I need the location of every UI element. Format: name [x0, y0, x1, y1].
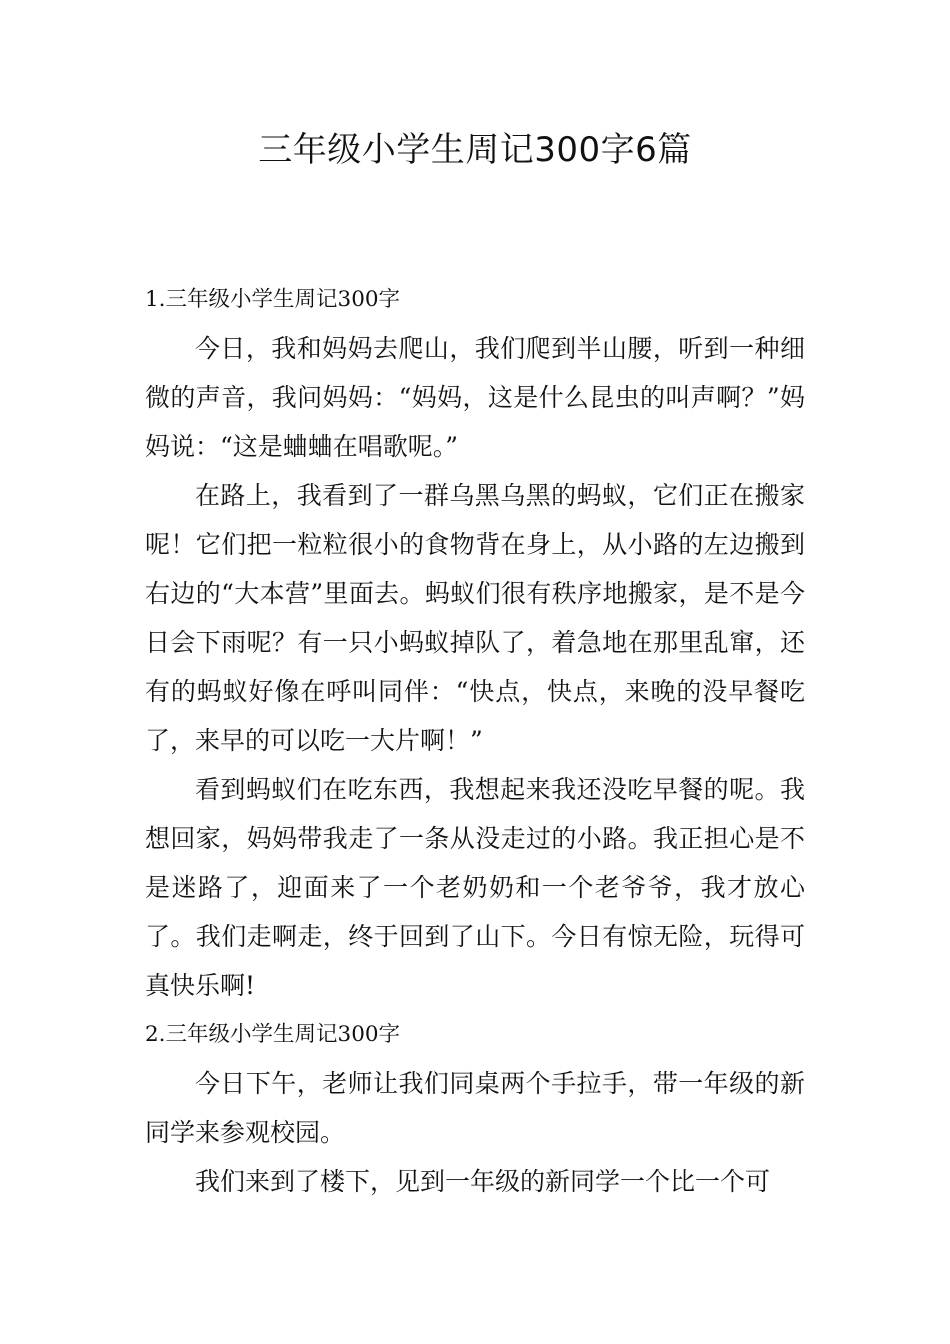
paragraph: 我们来到了楼下，见到一年级的新同学一个比一个可: [195, 1167, 771, 1196]
section-2: [145, 1010, 805, 1206]
section-heading: 2.三年级小学生周记300字: [145, 1022, 401, 1047]
section-heading: 1.三年级小学生周记300字: [145, 287, 401, 312]
paragraph: 今日下午，老师让我们同桌两个手拉手，带一年级的新同学来参观校园。: [145, 1069, 805, 1147]
paragraph: 今日，我和妈妈去爬山，我们爬到半山腰，听到一种细微的声音，我问妈妈：“妈妈，这是什么昆虫的叫声啊？”妈妈说：“这是蛐蛐在唱歌呢。”: [145, 334, 805, 461]
paragraph: 看到蚂蚁们在吃东西，我想起来我还没吃早餐的呢。我想回家，妈妈带我走了一条从没走过的小路。我正担心是不是迷路了，迎面来了一个老奶奶和一个老爷爷，我才放心了。我们走啊走，终于回到了山下。今日有惊无险，玩得可真快乐啊!: [145, 775, 805, 1000]
section-1: [145, 275, 805, 1010]
document-title: 三年级小学生周记300字6篇: [258, 130, 692, 170]
paragraph: 在路上，我看到了一群乌黑乌黑的蚂蚁，它们正在搬家呢！它们把一粒粒很小的食物背在身上，从小路的左边搬到右边的“大本营”里面去。蚂蚁们很有秩序地搬家，是不是今日会下雨呢？有一只小蚂蚁掉队了，着急地在那里乱窜，还有的蚂蚁好像在呼叫同伴：“快点，快点，来晚的没早餐吃了，来早的可以吃一大片啊！”: [145, 481, 805, 755]
document-body: [145, 275, 805, 1206]
